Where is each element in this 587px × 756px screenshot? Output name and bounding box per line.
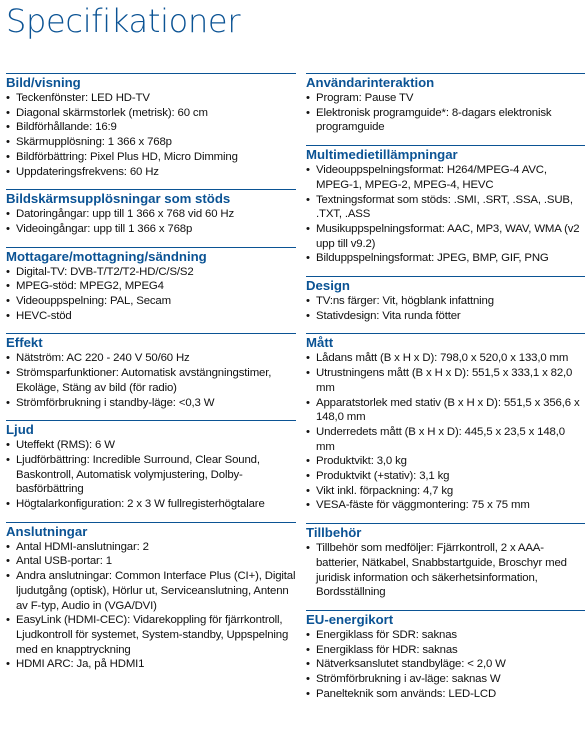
spec-item: • TV:ns färger: Vit, högblank infattning [306, 294, 585, 309]
spec-list [306, 351, 585, 513]
spec-item: • Energiklass för SDR: saknas [306, 628, 585, 643]
spec-item: • Diagonal skärmstorlek (metrisk): 60 cm [6, 106, 296, 121]
spec-item: • Skärmupplösning: 1 366 x 768p [6, 135, 296, 150]
spec-list [6, 351, 296, 410]
spec-list [6, 438, 296, 512]
section-title: Anslutningar [6, 522, 296, 540]
spec-section-anslutningar [6, 522, 296, 672]
spec-item: • Musikuppspelningsformat: AAC, MP3, WAV, WMA (v2 upp till v9.2) [306, 222, 585, 251]
spec-item: • Uppdateringsfrekvens: 60 Hz [6, 165, 296, 180]
spec-item: • Vikt inkl. förpackning: 4,7 kg [306, 484, 585, 499]
spec-section-design [306, 276, 585, 323]
spec-section-effekt [6, 333, 296, 410]
spec-list [306, 541, 585, 600]
section-title: Ljud [6, 420, 296, 438]
spec-list [6, 91, 296, 179]
spec-section-matt [306, 333, 585, 513]
spec-item: • MPEG-stöd: MPEG2, MPEG4 [6, 279, 296, 294]
spec-list [6, 540, 296, 672]
section-title: EU-energikort [306, 610, 585, 628]
spec-item: • Strömsparfunktioner: Automatisk avstängningstimer, Ekoläge, Stäng av bild (för radio) [6, 366, 296, 395]
section-title: Bildskärmsupplösningar som stöds [6, 189, 296, 207]
spec-item: • Strömförbrukning i standby-läge: <0,3 W [6, 396, 296, 411]
spec-item: • Tillbehör som medföljer: Fjärrkontroll, 2 x AAA-batterier, Nätkabel, Snabbstartguide, Broschyr med juridisk information och säkerhetsinformation, Bordsställning [306, 541, 585, 600]
spec-item: • Bildförhållande: 16:9 [6, 120, 296, 135]
spec-section-bild-visning [6, 73, 296, 179]
spec-section-ljud [6, 420, 296, 512]
spec-list [6, 207, 296, 236]
section-title: Bild/visning [6, 73, 296, 91]
spec-item: • Videouppspelning: PAL, Secam [6, 294, 296, 309]
spec-item: • Produktvikt: 3,0 kg [306, 454, 585, 469]
spec-list [6, 265, 296, 324]
spec-item: • Uteffekt (RMS): 6 W [6, 438, 296, 453]
spec-item: • HEVC-stöd [6, 309, 296, 324]
spec-item: • Program: Pause TV [306, 91, 585, 106]
spec-item: • HDMI ARC: Ja, på HDMI1 [6, 657, 296, 672]
spec-column-right [306, 73, 585, 712]
spec-item: • Bildförbättring: Pixel Plus HD, Micro Dimming [6, 150, 296, 165]
spec-item: • Apparatstorlek med stativ (B x H x D): 551,5 x 356,6 x 148,0 mm [306, 396, 585, 425]
page-title: Specifikationer [6, 2, 241, 40]
section-title: Effekt [6, 333, 296, 351]
spec-section-multimedietillampningar [306, 145, 585, 266]
spec-item: • Nätverksanslutet standbyläge: < 2,0 W [306, 657, 585, 672]
spec-item: • Lådans mått (B x H x D): 798,0 x 520,0 x 133,0 mm [306, 351, 585, 366]
spec-item: • Nätström: AC 220 - 240 V 50/60 Hz [6, 351, 296, 366]
spec-item: • Panelteknik som används: LED-LCD [306, 687, 585, 702]
spec-item: • Underredets mått (B x H x D): 445,5 x 23,5 x 148,0 mm [306, 425, 585, 454]
spec-item: • Teckenfönster: LED HD-TV [6, 91, 296, 106]
section-title: Tillbehör [306, 523, 585, 541]
section-title: Design [306, 276, 585, 294]
spec-list [306, 91, 585, 135]
spec-item: • Elektronisk programguide*: 8-dagars elektronisk programguide [306, 106, 585, 135]
spec-section-anvandarinteraktion [306, 73, 585, 135]
spec-section-tillbehor [306, 523, 585, 600]
spec-item: • Strömförbrukning i av-läge: saknas W [306, 672, 585, 687]
spec-item: • Ljudförbättring: Incredible Surround, Clear Sound, Baskontroll, Automatisk volymjustering, Dolby-basförbättring [6, 453, 296, 497]
section-title: Mått [306, 333, 585, 351]
spec-item: • Videoingångar: upp till 1 366 x 768p [6, 222, 296, 237]
section-title: Användarinteraktion [306, 73, 585, 91]
spec-section-mottagare-mottagning-sandning [6, 247, 296, 324]
spec-column-left [6, 73, 296, 682]
section-title: Mottagare/mottagning/sändning [6, 247, 296, 265]
spec-item: • Antal HDMI-anslutningar: 2 [6, 540, 296, 555]
spec-section-eu-energikort [306, 610, 585, 702]
spec-item: • VESA-fäste för väggmontering: 75 x 75 mm [306, 498, 585, 513]
spec-item: • Stativdesign: Vita runda fötter [306, 309, 585, 324]
spec-list [306, 294, 585, 323]
section-title: Multimedietillämpningar [306, 145, 585, 163]
spec-item: • Bilduppspelningsformat: JPEG, BMP, GIF, PNG [306, 251, 585, 266]
spec-section-bildskarmsupplosningar-som-stods [6, 189, 296, 236]
spec-item: • EasyLink (HDMI-CEC): Vidarekoppling för fjärrkontroll, Ljudkontroll för systemet, System-standby, Uppspelning med en knapptryckning [6, 613, 296, 657]
spec-item: • Digital-TV: DVB-T/T2/T2-HD/C/S/S2 [6, 265, 296, 280]
spec-list [306, 628, 585, 702]
spec-item: • Antal USB-portar: 1 [6, 554, 296, 569]
spec-item: • Produktvikt (+stativ): 3,1 kg [306, 469, 585, 484]
spec-item: • Utrustningens mått (B x H x D): 551,5 x 333,1 x 82,0 mm [306, 366, 585, 395]
spec-item: • Andra anslutningar: Common Interface Plus (CI+), Digital ljudutgång (optisk), Hörlur ut, Serviceanslutning, Antenn av F-typ, Audio in (VGA/DVI) [6, 569, 296, 613]
spec-list [306, 163, 585, 266]
spec-item: • Energiklass för HDR: saknas [306, 643, 585, 658]
spec-item: • Textningsformat som stöds: .SMI, .SRT, .SSA, .SUB, .TXT, .ASS [306, 193, 585, 222]
spec-item: • Datoringångar: upp till 1 366 x 768 vid 60 Hz [6, 207, 296, 222]
spec-item: • Videouppspelningsformat: H264/MPEG-4 AVC, MPEG-1, MPEG-2, MPEG-4, HEVC [306, 163, 585, 192]
spec-item: • Högtalarkonfiguration: 2 x 3 W fullregisterhögtalare [6, 497, 296, 512]
